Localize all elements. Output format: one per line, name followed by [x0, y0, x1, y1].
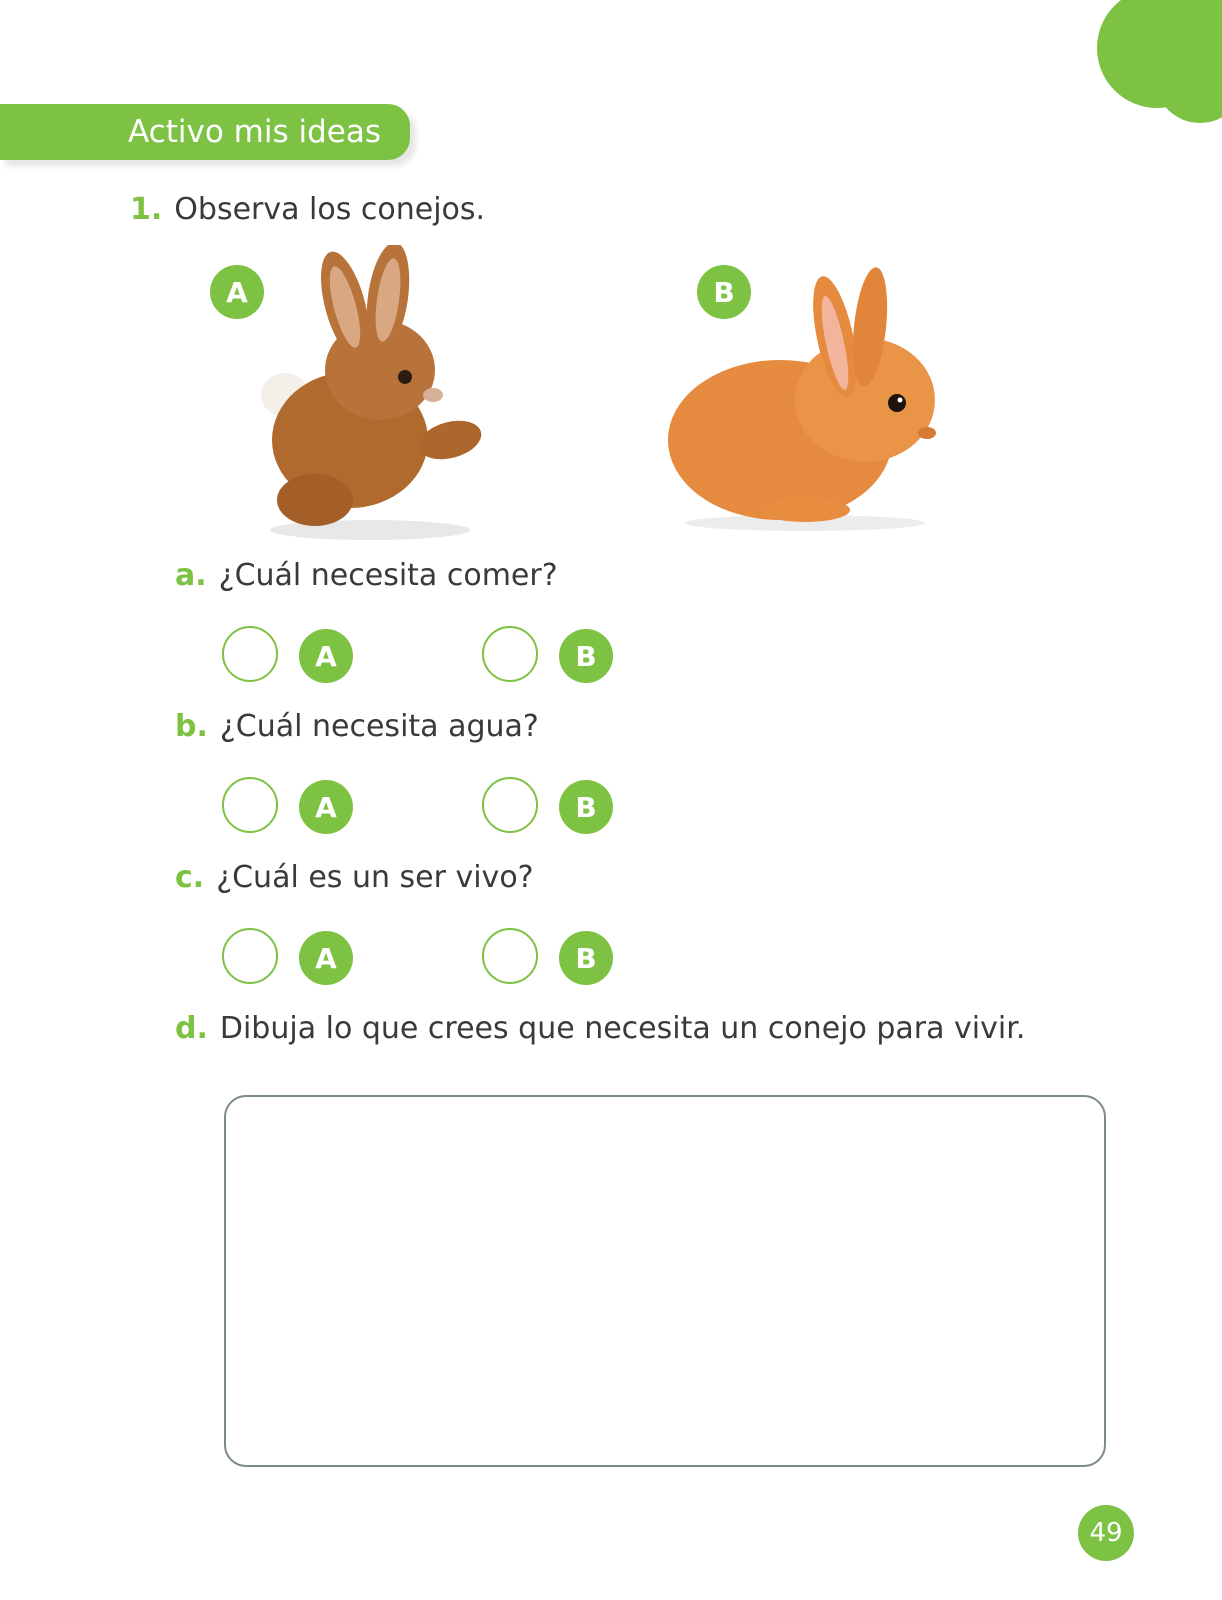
activity-number: 1. [130, 192, 163, 227]
question-a [175, 558, 558, 593]
question-b [175, 709, 539, 744]
question-a-option-b-badge: B [559, 629, 613, 683]
question-c-option-a-badge: A [299, 931, 353, 985]
drawing-area[interactable] [224, 1095, 1106, 1467]
question-d-letter: d. [175, 1011, 208, 1046]
question-c-letter: c. [175, 860, 205, 895]
question-a-text: ¿Cuál necesita comer? [218, 558, 558, 593]
question-c-option-a-checkbox[interactable] [222, 928, 278, 984]
question-b-option-b-checkbox[interactable] [482, 777, 538, 833]
plush-rabbit-image [250, 245, 495, 545]
decorative-corner-blob [1082, 0, 1222, 125]
question-b-option-a-badge: A [299, 780, 353, 834]
question-b-text: ¿Cuál necesita agua? [219, 709, 539, 744]
question-b-option-a-checkbox[interactable] [222, 777, 278, 833]
question-a-option-a-checkbox[interactable] [222, 626, 278, 682]
question-c-text: ¿Cuál es un ser vivo? [216, 860, 534, 895]
activity-instruction-line [130, 192, 485, 227]
section-header [0, 104, 410, 160]
activity-instruction: Observa los conejos. [174, 192, 486, 227]
question-c-option-b-checkbox[interactable] [482, 928, 538, 984]
page-number: 49 [1078, 1505, 1134, 1561]
question-b-option-b-badge: B [559, 780, 613, 834]
question-c [175, 860, 534, 895]
question-b-letter: b. [175, 709, 208, 744]
question-d-text: Dibuja lo que crees que necesita un conejo para vivir. [219, 1011, 1026, 1046]
question-c-option-b-badge: B [559, 931, 613, 985]
question-a-letter: a. [175, 558, 207, 593]
real-rabbit-image [665, 265, 955, 540]
image-label-a: A [210, 265, 264, 319]
question-a-option-a-badge: A [299, 629, 353, 683]
section-title: Activo mis ideas [128, 114, 381, 150]
question-d [175, 1011, 1025, 1046]
question-a-option-b-checkbox[interactable] [482, 626, 538, 682]
image-label-b: B [697, 265, 751, 319]
